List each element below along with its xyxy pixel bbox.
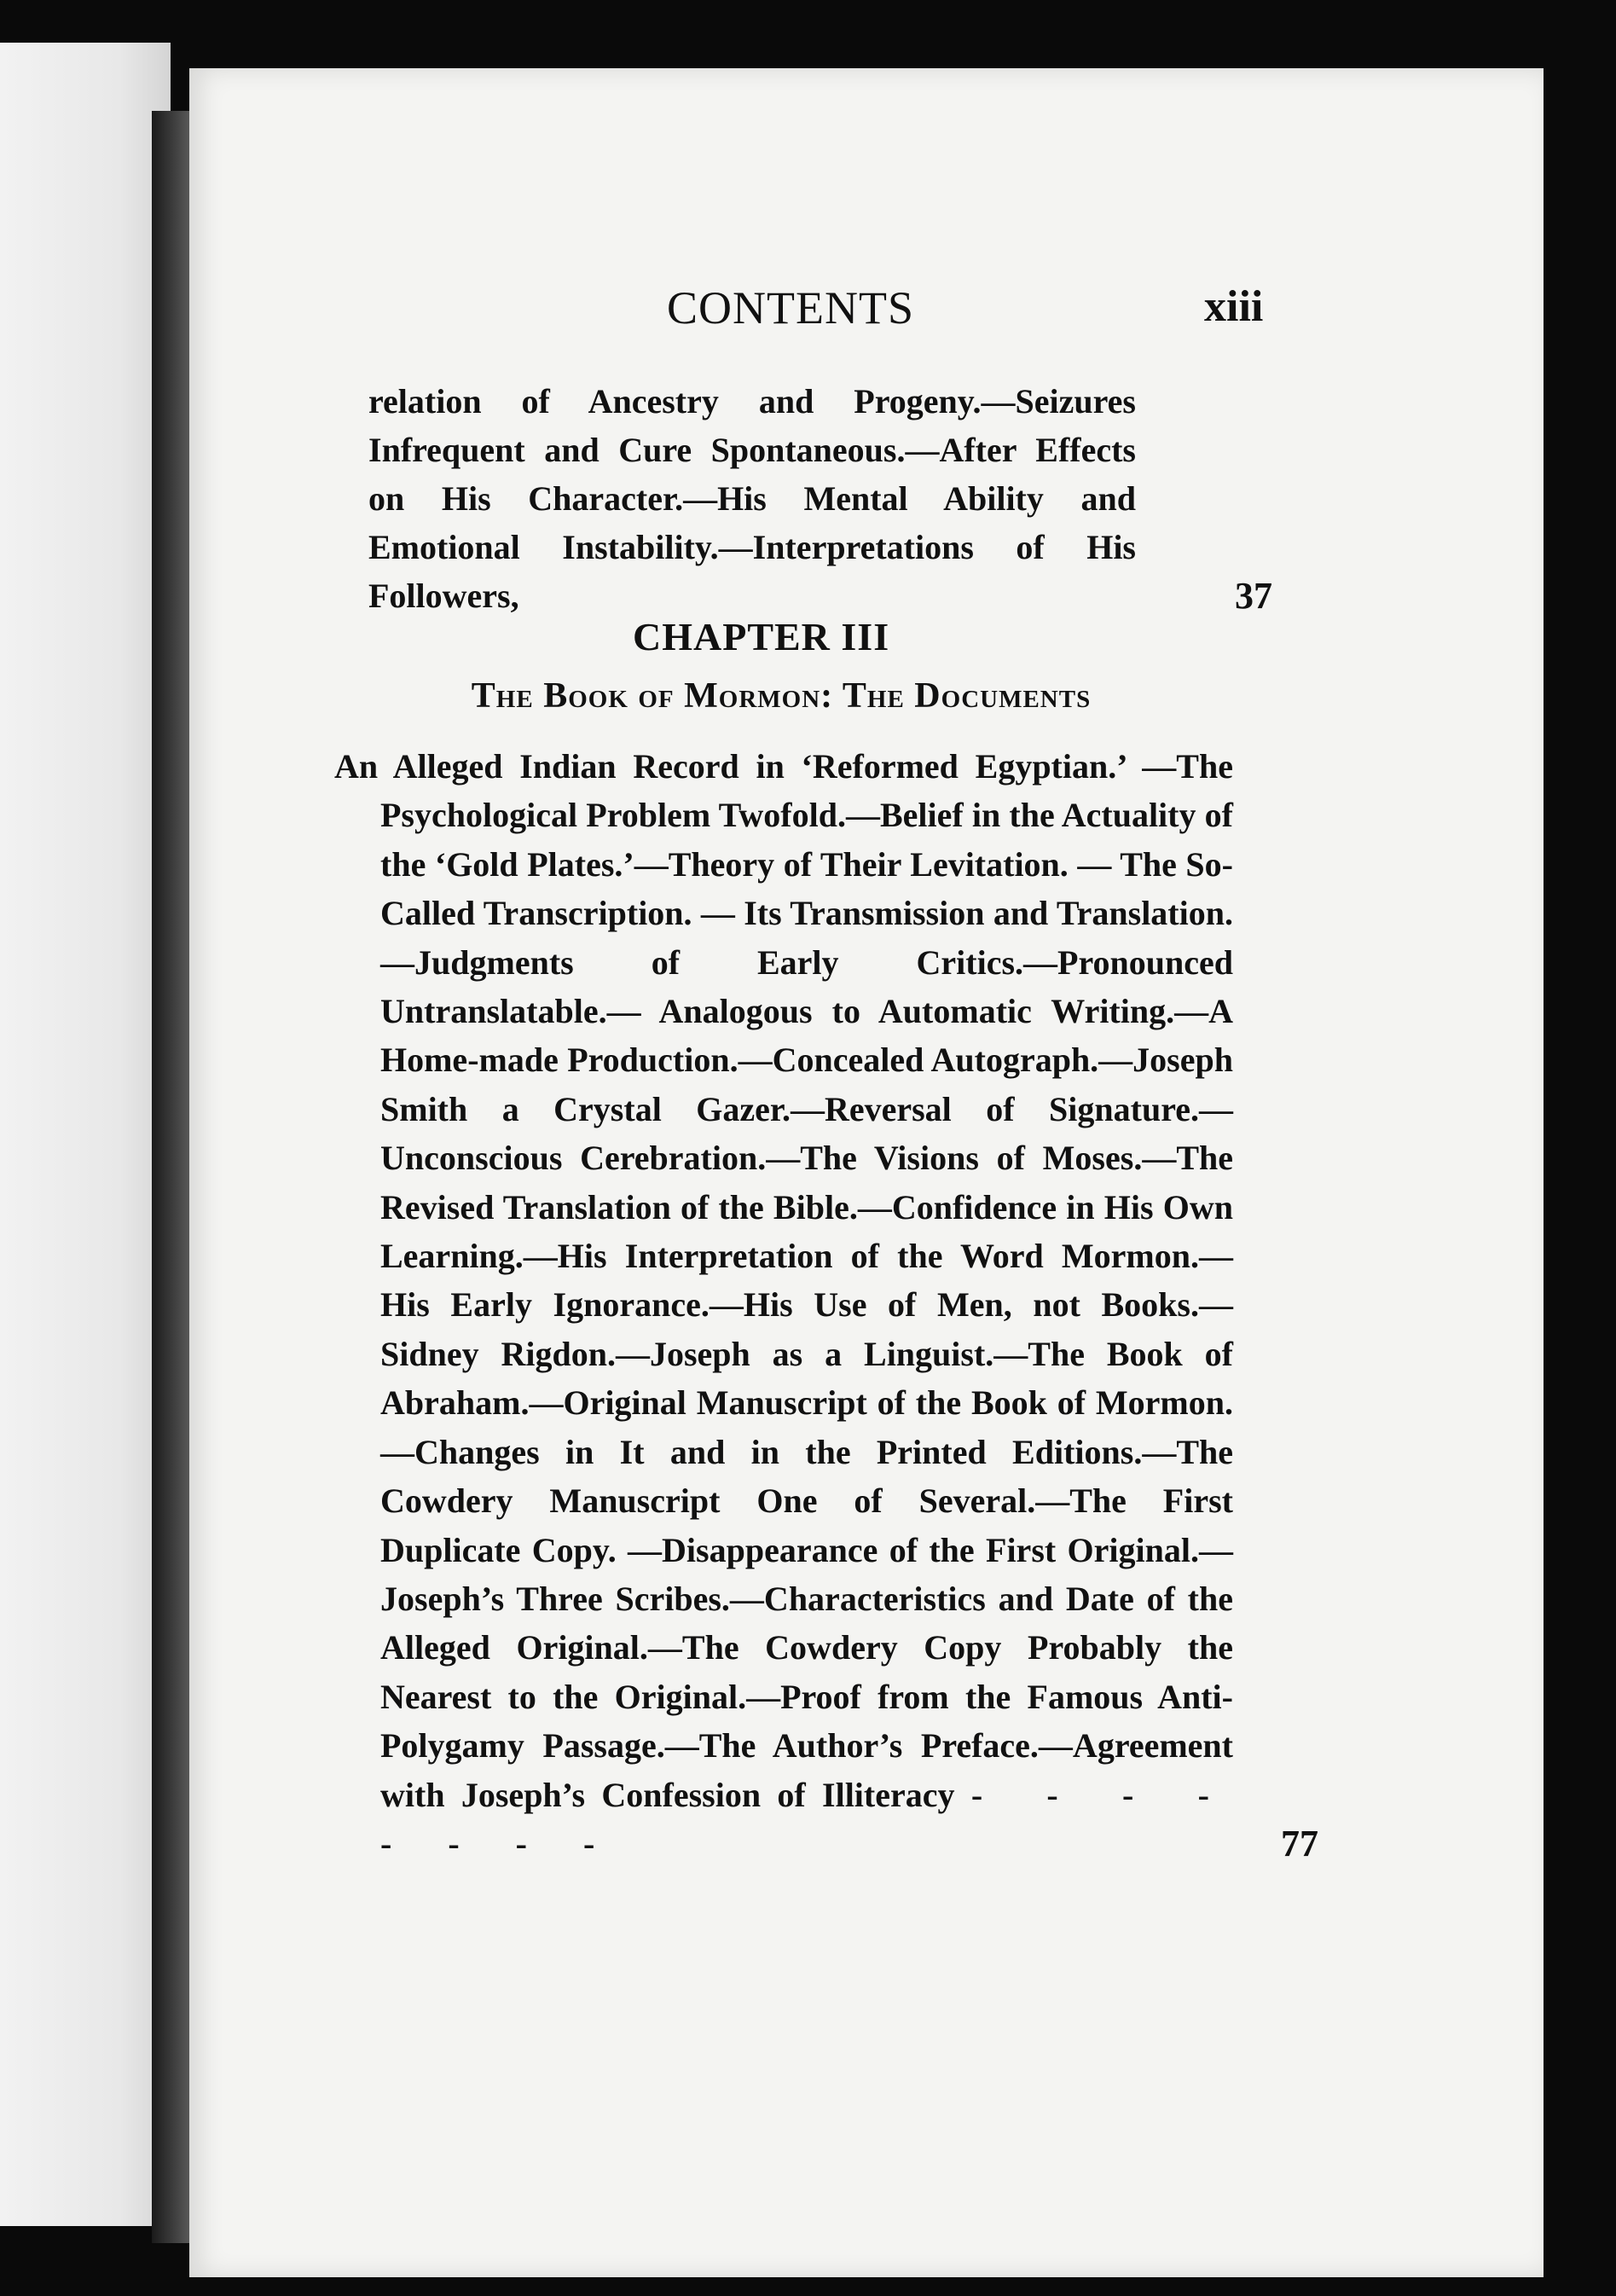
page-header [189,281,1544,341]
entry-text: An Alleged Indian Record in ‘Reformed Egyptian.’ —The Psychological Problem Twofold.—Belief in the Actuality of the ‘Gold Plates.’—Theory of Their Levitation. — The So-Called Transcription. — Its Transmission and Translation.—Judgments of Early Critics.—Pronounced Untranslatable.— Analogous to Automatic Writing.—A Home-made Production.—Concealed Autograph.—Joseph Smith a Crystal Gazer.—Reversal of Signature.—Unconscious Cerebration.—The Visions of Moses.—The Revised Translation of the Bible.—Confidence in His Own Learning.—His Interpretation of the Word Mormon.—His Early Ignorance.—His Use of Men, not Books.—Sidney Rigdon.—Joseph as a Linguist.—The Book of Abraham.—Original Manuscript of the Book of Mormon.—Changes in It and in the Printed Editions.—The Cowdery Manuscript One of Several.—The First Duplicate Copy. —Disappearance of the First Original.—Joseph’s Three Scribes.—Characteristics and Date of the Alleged Original.—The Cowdery Copy Probably the Nearest to the Original.—Proof from the Famous Anti-Polygamy Passage.—The Author’s Preface.—Agreement with Joseph’s Confession of Illiteracy [334,747,1233,1814]
entry-page-number: 37 [1235,575,1272,617]
page-number: xiii [1204,282,1264,331]
dot-leader: - - - - - - - - [380,1775,1234,1863]
chapter-subtitle: The Book of Mormon: The Documents [471,676,1092,716]
chapter-ii-summary-tail [368,377,1272,620]
left-page-edge [0,43,171,2226]
contents-page [189,68,1544,2277]
entry-text: relation of Ancestry and Progeny.—Seizures Infrequent and Cure Spontaneous.—After Effects on His Character.—His Mental Ability and Emotional Instability.—Interpretations of His Followers, [368,382,1136,615]
book-gutter [152,111,191,2243]
page-title: CONTENTS [667,282,914,333]
chapter-heading: CHAPTER III [633,615,890,658]
chapter-iii-summary: An Alleged Indian Record in ‘Reformed Egyptian.’ —The Psychological Problem Twofold.—Belief in the Actuality of the ‘Gold Plates.’—Theory of Their Levitation. — The So-Called Transcription. — Its Transmission and Translation.—Judgments of Early Critics.—Pronounced Untranslatable.— Analogous to Automatic Writing.—A Home-made Production.—Concealed Autograph.—Joseph Smith a Crystal Gazer.—Reversal of Signature.—Unconscious Cerebration.—The Visions of Moses.—The Revised Translation of the Bible.—Confidence in His Own Learning.—His Interpretation of the Word Mormon.—His Early Ignorance.—His Use of Men, not Books.—Sidney Rigdon.—Joseph as a Linguist.—The Book of Abraham.—Original Manuscript of the Book of Mormon.—Changes in It and in the Printed Editions.—The Cowdery Manuscript One of Several.—The First Duplicate Copy. —Disappearance of the First Original.—Joseph’s Three Scribes.—Characteristics and Date of the Alleged Original.—The Cowdery Copy Probably the Nearest to the Original.—Proof from the Famous Anti-Polygamy Passage.—The Author’s Preface.—Agreement with Joseph’s Confession of Illiteracy - - - - - - - - 77 [334,747,1318,1864]
